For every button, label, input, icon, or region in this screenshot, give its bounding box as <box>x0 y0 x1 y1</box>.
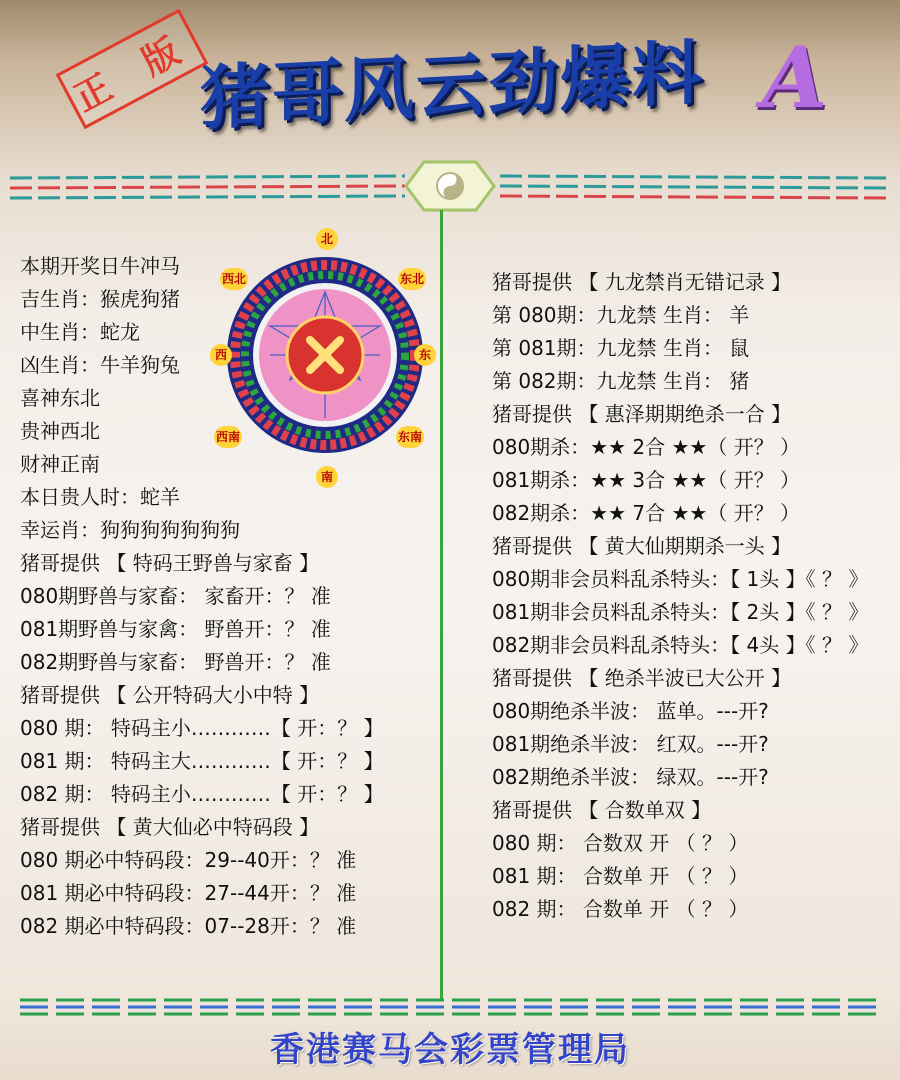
direction-northwest: 西北 <box>220 268 248 290</box>
footer-issuer: 香港赛马会彩票管理局 <box>270 1030 630 1070</box>
left-row: 本期开奖日牛冲马 <box>20 254 180 278</box>
left-row: 081 期必中特码段：27--44开：？ 准 <box>20 881 357 905</box>
right-row: 081期非会员料乱杀特头：【 2头 】《 ？ 》 <box>492 600 869 624</box>
center-divider <box>440 210 443 1000</box>
right-row: 080 期： 合数双 开 （ ？ ） <box>492 831 749 855</box>
left-row: 081 期： 特码主大…………【 开：？ 】 <box>20 749 384 773</box>
direction-west: 西 <box>210 344 232 366</box>
section-header: 猪哥提供 【 黄大仙必中特码段 】 <box>20 815 320 839</box>
left-row: 082 期必中特码段：07--28开：？ 准 <box>20 914 357 938</box>
right-row: 082期绝杀半波： 绿双。---开? <box>492 765 769 789</box>
right-row: 第 082期：九龙禁 生肖： 猪 <box>492 369 750 393</box>
bagua-icon <box>404 160 496 212</box>
right-row: 第 081期：九龙禁 生肖： 鼠 <box>492 336 750 360</box>
direction-labels <box>210 230 440 490</box>
right-row: 080期非会员料乱杀特头：【 1头 】《 ？ 》 <box>492 567 869 591</box>
right-row: 080期杀：★★ 2合 ★★（ 开？ ） <box>492 435 801 459</box>
direction-southeast: 东南 <box>396 426 424 448</box>
direction-north: 北 <box>316 228 338 250</box>
direction-southwest: 西南 <box>214 426 242 448</box>
left-row: 080期野兽与家畜： 家畜开：？ 准 <box>20 584 331 608</box>
left-row: 本日贵人时：蛇羊 <box>20 485 180 509</box>
section-header: 猪哥提供 【 黄大仙期期杀一头 】 <box>492 534 792 558</box>
left-row: 080 期： 特码主小…………【 开：？ 】 <box>20 716 384 740</box>
right-row: 081期绝杀半波： 红双。---开? <box>492 732 769 756</box>
left-row: 凶生肖：牛羊狗兔 <box>20 353 180 377</box>
right-row: 081期杀：★★ 3合 ★★（ 开？ ） <box>492 468 801 492</box>
edition-badge: A <box>762 28 828 127</box>
right-row: 082期非会员料乱杀特头：【 4头 】《 ？ 》 <box>492 633 869 657</box>
right-row: 082 期： 合数单 开 （ ？ ） <box>492 897 749 921</box>
section-header: 猪哥提供 【 惠泽期期绝杀一合 】 <box>492 402 792 426</box>
direction-south: 南 <box>316 466 338 488</box>
right-row: 081 期： 合数单 开 （ ？ ） <box>492 864 749 888</box>
right-row: 082期杀：★★ 7合 ★★（ 开？ ） <box>492 501 801 525</box>
left-row: 082 期： 特码主小…………【 开：？ 】 <box>20 782 384 806</box>
left-row: 吉生肖：猴虎狗猪 <box>20 287 180 311</box>
left-row: 财神正南 <box>20 452 100 476</box>
left-row: 中生肖：蛇龙 <box>20 320 140 344</box>
section-header: 猪哥提供 【 合数单双 】 <box>492 798 712 822</box>
direction-northeast: 东北 <box>398 268 426 290</box>
direction-east: 东 <box>414 344 436 366</box>
left-row: 幸运肖：狗狗狗狗狗狗狗 <box>20 518 240 542</box>
section-header: 猪哥提供 【 公开特码大小中特 】 <box>20 683 320 707</box>
authentic-stamp: 正 版 <box>56 9 209 129</box>
right-row: 第 080期：九龙禁 生肖： 羊 <box>492 303 750 327</box>
section-header: 猪哥提供 【 特码王野兽与家畜 】 <box>20 551 320 575</box>
bottom-divider <box>20 995 880 1019</box>
left-row: 贵神西北 <box>20 419 100 443</box>
left-row: 082期野兽与家畜： 野兽开：？ 准 <box>20 650 331 674</box>
page-title: 猪哥风云劲爆料 <box>200 30 704 141</box>
section-header: 猪哥提供 【 绝杀半波已大公开 】 <box>492 666 792 690</box>
left-row: 080 期必中特码段：29--40开：？ 准 <box>20 848 357 872</box>
right-row: 080期绝杀半波： 蓝单。---开? <box>492 699 769 723</box>
left-row: 喜神东北 <box>20 386 100 410</box>
right-column <box>492 266 892 926</box>
left-row: 081期野兽与家禽： 野兽开：？ 准 <box>20 617 331 641</box>
section-header: 猪哥提供 【 九龙禁肖无错记录 】 <box>492 270 792 294</box>
